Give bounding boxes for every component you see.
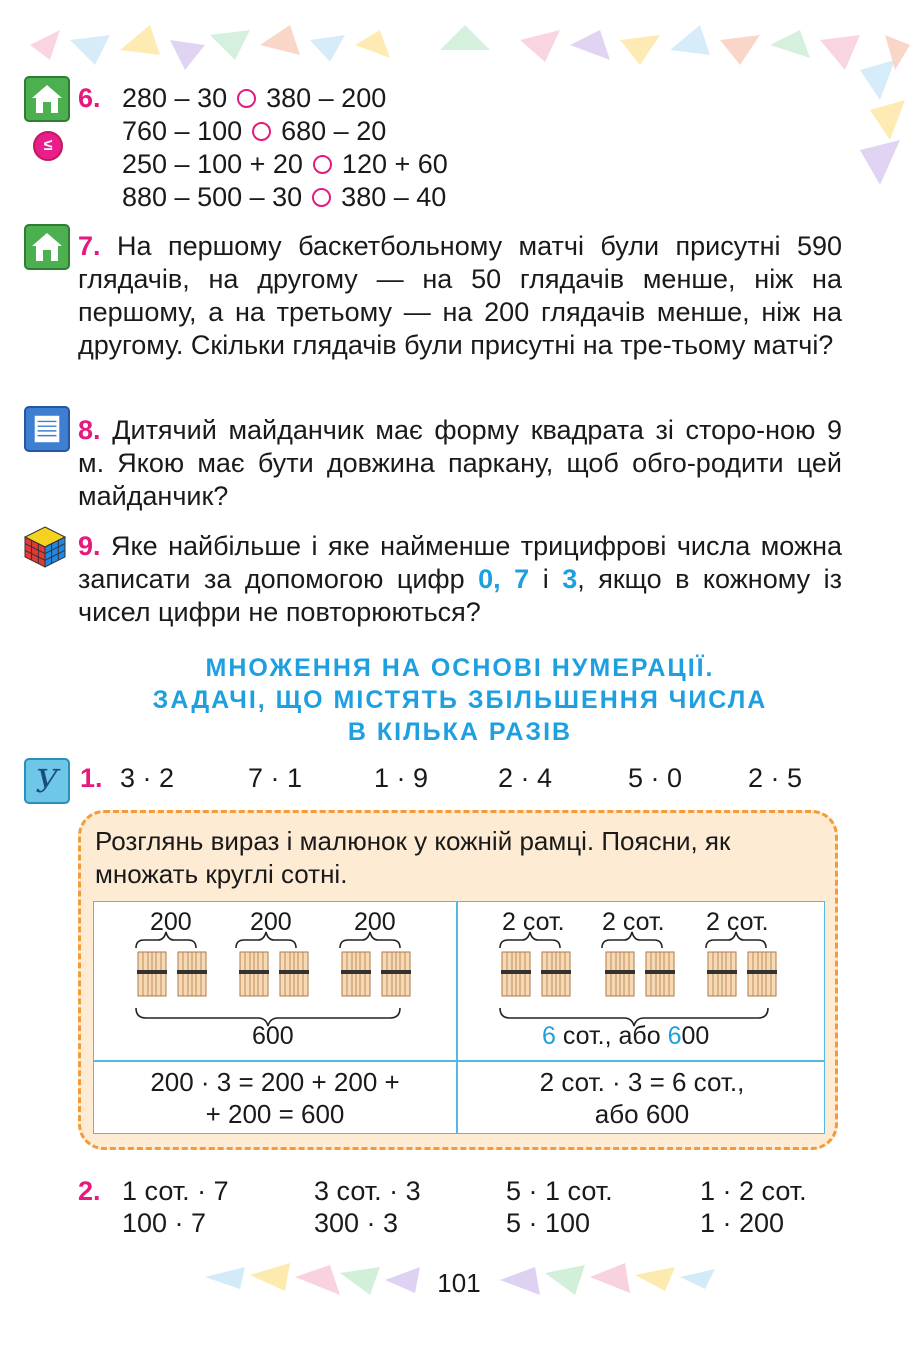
compare-left: 250 – 100 + 20 (122, 149, 303, 179)
table-divider (94, 1060, 824, 1062)
compare-circle[interactable] (313, 155, 332, 174)
equation-right (458, 1066, 826, 1130)
total-text: сот., або (555, 1022, 668, 1050)
rubiks-cube-icon (22, 524, 68, 570)
compare-circle[interactable] (252, 122, 271, 141)
compare-right: 680 – 20 (281, 116, 387, 146)
compare-left: 880 – 500 – 30 (122, 182, 303, 212)
digit-7: 7 (514, 564, 530, 594)
task-8 (78, 414, 842, 513)
bundle-label: 200 (150, 908, 192, 936)
task-number: 9. (78, 531, 101, 561)
exercise-item: 300 · 3 (314, 1208, 399, 1238)
bundle-label: 2 сот. (706, 908, 769, 936)
exercise-item: 5 · 100 (506, 1208, 591, 1238)
exercise-column (314, 1175, 421, 1239)
task-number: 1. (80, 763, 103, 793)
task-text: і (542, 564, 549, 594)
bundle-label: 200 (354, 908, 396, 936)
bundle-label: 2 сот. (502, 908, 565, 936)
equation-line: або 600 (594, 1099, 690, 1129)
compare-circle[interactable] (237, 89, 256, 108)
exercise-1 (80, 763, 802, 794)
equation-line: 200 · 3 = 200 + 200 + (150, 1067, 400, 1097)
total-digit: 6 (542, 1022, 556, 1050)
home-task-icon (24, 224, 70, 270)
task-number: 8. (78, 415, 101, 445)
mult-item: 2 · 4 (498, 763, 553, 793)
bundle-label: 2 сот. (602, 908, 665, 936)
sticks-bundles-right-icon (456, 930, 826, 1050)
home-task-icon (24, 76, 70, 122)
task-number: 7. (78, 231, 101, 261)
total-label: 600 (252, 1022, 294, 1050)
task-text: , якщо в кожному із чисел цифри не повторюються? (78, 564, 842, 627)
section-title-line: МНОЖЕННЯ НА ОСНОВІ НУМЕРАЦІЇ. (205, 654, 715, 682)
compare-right: 380 – 200 (266, 83, 387, 113)
exercise-item: 1 сот. · 7 (122, 1176, 229, 1206)
exercise-item: 1 · 2 сот. (700, 1176, 807, 1206)
equation-line: + 200 = 600 (205, 1099, 345, 1129)
task-text: Дитячий майданчик має форму квадрата зі сторо-ною 9 м. Якою має бути довжина паркану, щоб обго-родити цей майданчик? (78, 415, 842, 511)
section-title (60, 652, 860, 748)
mult-item: 5 · 0 (628, 763, 683, 793)
mult-item: 7 · 1 (248, 763, 303, 793)
explanation-frame (78, 810, 838, 1150)
section-title-line: В КІЛЬКА РАЗІВ (347, 718, 573, 746)
exercise-item: 5 · 1 сот. (506, 1176, 613, 1206)
compare-right: 380 – 40 (341, 182, 447, 212)
sticks-bundles-left-icon (94, 930, 456, 1050)
task-text: Яке найбільше і яке найменше трицифрові числа можна записати за допомогою цифр (78, 531, 842, 594)
task-text: На першому баскетбольному матчі були присутні 590 глядачів, на другому — на 50 глядачів менше, ніж на першому, а на третьому — на 200 глядачів менше, ніж на другому. Скільки глядачів були присутні на тре-тьому матчі? (78, 231, 842, 360)
example-table (93, 901, 825, 1134)
mult-item: 1 · 9 (374, 763, 429, 793)
task-9 (78, 530, 842, 629)
mult-item: 2 · 5 (748, 763, 803, 793)
total-digit: 6 (667, 1022, 682, 1050)
compare-circle[interactable] (312, 188, 331, 207)
compare-left: 280 – 30 (122, 83, 228, 113)
page-number: 101 (437, 1268, 481, 1298)
compare-right: 120 + 60 (341, 149, 448, 179)
section-title-line: ЗАДАЧІ, ЩО МІСТЯТЬ ЗБІЛЬШЕННЯ ЧИСЛА (152, 686, 768, 714)
compare-icon: ≤ (33, 131, 63, 161)
task-6 (78, 82, 448, 214)
task-7 (78, 230, 842, 362)
exercise-item: 3 сот. · 3 (314, 1176, 421, 1206)
exercise-column (700, 1175, 807, 1239)
exercise-column (122, 1175, 229, 1239)
equation-left (94, 1066, 456, 1130)
total-text: 00 (681, 1022, 710, 1050)
task-number: 6. (78, 83, 101, 113)
compare-left: 760 – 100 (122, 116, 243, 146)
equation-line: 2 сот. · 3 = 6 сот., (539, 1067, 745, 1097)
mult-item: 3 · 2 (120, 763, 175, 793)
notebook-icon (24, 406, 70, 452)
frame-text: Розглянь вираз і малюнок у кожній рамці. Поясни, як множать круглі сотні. (95, 826, 731, 889)
task-number: 2. (78, 1176, 101, 1206)
exercise-item: 1 · 200 (700, 1208, 785, 1238)
oral-exercise-icon: У (24, 758, 70, 804)
digit-3: 3 (562, 564, 578, 594)
exercise-column (506, 1175, 613, 1239)
bundle-label: 200 (250, 908, 292, 936)
digit-0: 0, (478, 564, 501, 594)
exercise-item: 100 · 7 (122, 1208, 207, 1238)
